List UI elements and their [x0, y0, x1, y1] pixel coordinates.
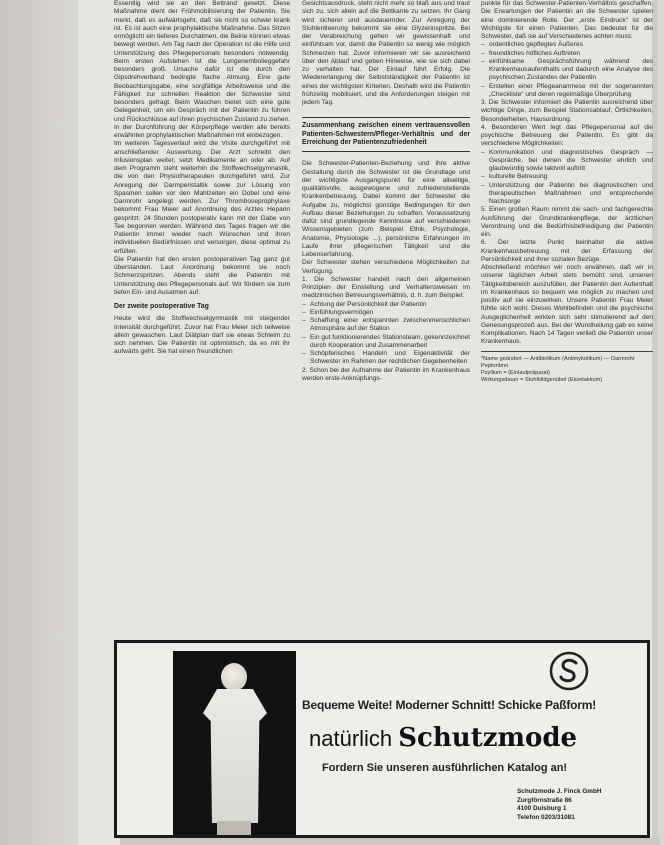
list-item: – einfühlsame Gesprächsführung während des Krankenhausaufenthalts und dadurch eine Analyse des psychischen Zustandes der Patientin — [489, 58, 653, 83]
paragraph: 5. Einen großen Raum nimmt die sach- und fachgerechte Ausführung der Grundkrankenpflege, der ärztlichen Verordnung und die Bedürfnisbefriedigung der Patientin ein. — [481, 206, 653, 238]
paragraph: 4. Besonderen Wert legt das Pflegepersonal auf die psychische Betreuung der Patientin. Es gibt da verschiedene Möglichkeiten: — [481, 123, 653, 148]
footnote: Peptonbrei — [481, 362, 509, 369]
bullet-list — [302, 301, 470, 367]
company-name: Schutzmode J. Finck GmbH — [517, 788, 602, 795]
paragraph: Heute wird die Stoffwechselgymnastik mit steigender Intensität durchgeführt. Zuvor hat Frau Meier sich teilweise allein gewaschen. Laut Diätplan darf sie etwas Schleim zu sich nehmen. Die Patientin ist optimistisch, da es mit ihr aufwärts geht. Sie hat einen freundlichen — [114, 315, 290, 356]
page-gutter — [0, 0, 78, 845]
text-column-middle — [302, 0, 470, 383]
paragraph: 3. Die Schwester informiert die Patientin ausreichend über wichtige Dinge, zum Beispiel Stationsablauf, Örtlichkeiten, Besonderheiten, Hausordnung. — [481, 99, 653, 123]
ad-tagline: Bequeme Weite! Moderner Schnitt! Schicke Paßform! — [302, 698, 597, 712]
street: Zurgförnstraße 86 — [517, 796, 572, 804]
paragraph: Die Schwester-Patienten-Beziehung und ihre aktive Gestaltung durch die Schwester ist die Grundlage und der wichtigste Ausgangspunkt für eine allseitige, qualitätsvolle, ausgewogene und zufriedenstellende Krankenbetreuung. Dabei kommt der Schwester die Aufgabe zu, möglichst günstige Bedingungen für den Aufbau dieser Beziehungen zu schaffen. Voraussetzung dafür sind grundlegende Kenntnisse auf verschiedenen Wissensgebieten (zum Beispiel Ethik, Psychologie, Anatomie, Physiologie ...), persönliche Erfahrungen im Laufe ihrer pflegerischen Tätigkeit und die Lebenserfahrung. — [302, 160, 470, 259]
list-item: – Einfühlungsvermögen — [310, 309, 470, 317]
bullet-list — [481, 149, 653, 207]
ad-brand-name: Schutzmode — [398, 723, 578, 753]
model-photo — [173, 651, 296, 835]
bullet-list — [481, 41, 653, 99]
model-head — [221, 663, 247, 691]
paragraph: Essentlig wird sie an den Bettrand gesetzt. Diese Maßnahme dient der Frühmobilisierung der Patientin. Sie merkt, daß es aufwärtsgeht, daß sie nicht so schwer krank ist. Es ist auch eine prophylaktische Maßnahme. Das Sitzen ermöglicht ein tieferes Durchatmen, die Beine können etwas bewegt werden. Am Tag nach der Operation ist die Hilfe und Unterstützung des Pflegepersonals besonders notwendig. Beim ersten Aufstehen ist die Lungenembolieggefahr besonders groß. Ursache dafür ist die durch den Gipsdrehverband bedingte flache Atmung. Eine gute Beobachtungsgabe, eine sorgfältige Arbeitsweise und die Fähigkeit zur schnellen Reaktion der Schwester sind besonders gefragt. Beim Waschen bietet sich eine gute Gelegenheit, um ein Gespräch mit der Patientin zu führen und Rückschlüsse auf ihren psychischen Zustand zu ziehen. In der Durchführung der Körperpflege werden alle bereits erwähnten prophylaktischen Maßnahmen mit einbezogen. — [114, 0, 290, 139]
paragraph: Der Schwester stehen verschiedene Möglichkeiten zur Verfügung. — [302, 259, 470, 275]
model-legs — [217, 821, 251, 835]
footnote: *Name geändert — Antibiotikum (Antimykotikum) — Darmrohr — [481, 355, 635, 362]
divider — [481, 351, 653, 352]
section-heading: Zusammenhang zwischen einem vertrauensvollen Patienten-Schwestern/Pfleger-Verhältnis und der Erreichung der Patientenzufriedenheit — [302, 122, 470, 147]
phone: Telefon 0203/31081 — [517, 813, 575, 821]
ad-address — [517, 788, 637, 822]
list-item: – Schöpferisches Handeln und Eigenaktivität der Schwester im Rahmen der rechtlichen Gegebenheiten — [310, 350, 470, 367]
list-item: – ordentliches gepflegtes Äußeres — [489, 41, 653, 49]
model-dress — [203, 689, 267, 823]
section-heading-box — [302, 117, 470, 152]
list-item: – Achtung der Persönlichkeit der Patientin — [310, 301, 470, 309]
city: 4100 Duisburg 1 — [517, 805, 567, 813]
footnote: Wirkungsdauer = Stuhlbildgenübel (Ekzetakkum) — [481, 376, 603, 383]
ad-call-to-action: Fordern Sie unseren ausführlichen Katalog an! — [322, 762, 568, 774]
list-item: – Schaffung einer entspannten zwischenmenschlichen Atmosphäre auf der Station — [310, 317, 470, 334]
paragraph: Gesichtsausdruck, steht nicht mehr so blaß aus und traut sich zu, sich allein auf die Bettkante zu setzen. Ihr Gang wird sicherer und ausdauernder. Zur Anregung der Stuhlentleerung bekommt sie eine Glyzerinspritze. Bei der Verabreichung gehen wir gewissenhaft und einfühlsam vor, damit die Patientin so wenig wie möglich Schmerzen hat. Zuvor informieren wir sie ausreichend über den Ablauf und geben Hinweise, wie sie sich dabei zu verhalten hat. Der Einlauf führt Erfolg. Die Wiedererlangung der Selbstständigkeit der Patientin ist eines der wichtigsten Kriterien. Deshalb wird die Patientin frühzeitig mobilisiert, und die Anforderungen steigen mit jedem Tag. — [302, 0, 470, 106]
paragraph: 2. Schon bei der Aufnahme der Patientin im Krankenhaus werden erste Anknüpfungs- — [302, 366, 470, 382]
list-item: – Kommunikation und diagnostisches Gespräch — Gespräche, bei denen die Schwester ehrlich und glaubwürdig sowie taktvoll auftritt — [489, 149, 653, 174]
brand-logo-icon — [549, 651, 589, 691]
advertisement — [114, 640, 650, 838]
text-column-right — [481, 0, 653, 384]
text-column-left — [114, 0, 290, 357]
ad-headline-prefix: natürlich — [309, 726, 393, 751]
paragraph: punkte für das Schwester-Patienten-Verhältnis geschaffen. Die Erwartungen der Patientin an die Schwester spielen eine dominierende Rolle. Der „erste Eindruck“ ist der Wichtigste für einen Patienten. Das bedeutet für die Schwester, daß sie auf Verschiedenes achten muss: — [481, 0, 653, 40]
footnote: Psyllium = (Einlaufpräparat) — [481, 369, 550, 376]
ad-headline — [309, 723, 629, 757]
paragraph: Abschließend möchten wir noch erwähnen, daß wir in unserer täglichen Arbeit stets bemüht sind, unseren Tätigkeitsbereich auszufüllen, der Patientin den Aufenthalt im Krankenhaus so bequem wie möglich zu machen und positiv auf sie einzuwirken. Unsere Patientin Frau Meier fühlte sich wohl. Dieses Wohlbefinden und die psychische Ausgeglichenheit wirkten sich sehr stimulierend auf den Genesungsprozeß aus. Bei der Wundheilung gab es keine Komplikationen. Nach 14 Tagen verließ die Patientin unser Krankenhaus. — [481, 264, 653, 346]
ad-shadow — [120, 838, 660, 845]
paragraph: Die Patientin hat den ersten postoperativen Tag ganz gut überstanden. Laut Anordnung bekommt sie noch Schmerzspritzen. Abends steht die Patientin mit Unterstützung des Pflegepersonals auf. Wir fördern sie zum tiefen Ein- und Ausatmen auf. — [114, 255, 290, 296]
list-item: – freundliches höfliches Auftreten — [489, 50, 653, 58]
list-item: – Erstellen einer Pflegeanamnese mit der sogenannten „Checkliste“ und deren regelmäßige Überprüfung — [489, 83, 653, 100]
paragraph: Im weiteren Tagesverlauf wird die Visite durchgeführt mit anschließender Auswertung. Der Arzt schreibt den Infusionsplan weiter, setzt Medikamente an oder ab. Auf dem Programm steht weiterhin die Stoffwechselgymnastik, die von den Physiotherapeuten durchgeführt wird. Zur Anregung der Darmperistaltik sowie zur Lösung von Spasmen sollen vor den Mahlzeiten ein Dobel und eine Darmrohr angelegt werden. Zur Thromboseprophylaxe bekommt Frau Meier auf Anordnung des Arztes Heparin gespritzt. 24 Stunden postoperativ kann mit der Gabe von Tee begonnen werden. Während des Tages fragen wir die Patientin immer wieder nach Wünschen und ihren individuellen Bedürfnissen und versorgen, diese optimal zu erfüllen. — [114, 140, 290, 255]
paragraph: 6. Der letzte Punkt beinhaltet die aktive Krankenhausbetreuung mit der Erfassung der Persönlichkeit und ihrer sozialen Bezüge. — [481, 239, 653, 263]
list-item: – Ein gut funktionierendes Stationsteam, gekennzeichnet durch Kooperation und Zusammenarbeit — [310, 334, 470, 351]
section-heading: Der zweite postoperative Tag — [114, 303, 209, 310]
paragraph: 1. Die Schwester handelt nach den allgemeinen Prinzipien der Einstellung und Verhaltensweisen im medizinischen Betreuungsverhältnis, d. h. zum Beispiel: — [302, 275, 470, 300]
list-item: – Unterstützung der Patientin bei diagnostischen und therapeutischen Maßnahmen und entsprechende Nachsorge — [489, 182, 653, 207]
list-item: – kulturelle Betreuung — [489, 173, 653, 181]
